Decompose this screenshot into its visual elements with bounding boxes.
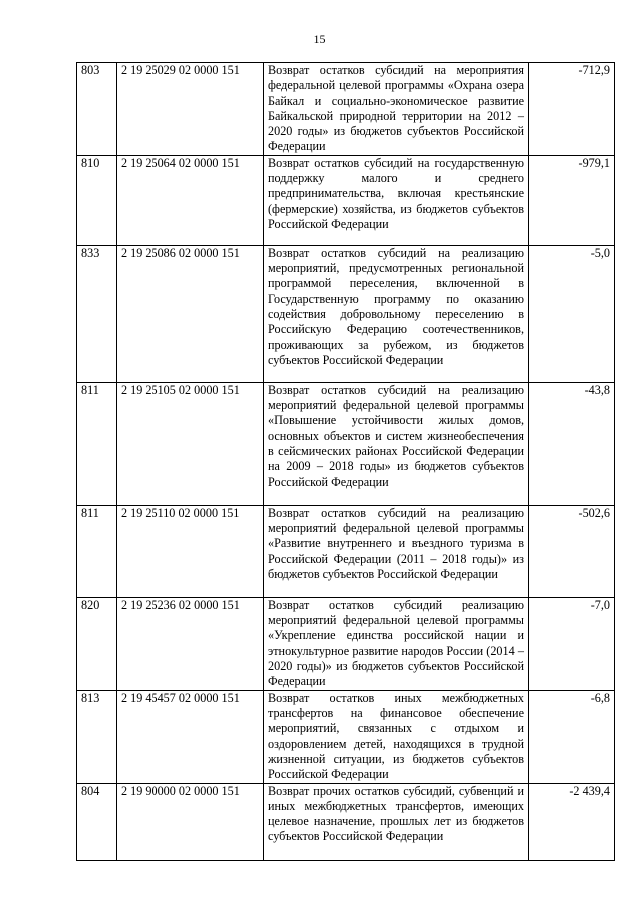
table-row: [77, 245, 615, 382]
admin-code-cell: 811: [77, 505, 117, 597]
kbk-code-cell: 2 19 25110 02 0000 151: [117, 505, 264, 597]
table-row: [77, 63, 615, 156]
kbk-code-cell: 2 19 25064 02 0000 151: [117, 155, 264, 245]
description-cell: Возврат прочих остатков субсидий, субвенций и иных межбюджетных трансфертов, имеющих целевое назначение, прошлых лет из бюджетов субъектов Российской Федерации: [264, 783, 529, 860]
kbk-code-cell: 2 19 25105 02 0000 151: [117, 382, 264, 505]
table-row: [77, 155, 615, 245]
admin-code-cell: 804: [77, 783, 117, 860]
admin-code-cell: 803: [77, 63, 117, 156]
kbk-code-cell: 2 19 90000 02 0000 151: [117, 783, 264, 860]
kbk-code-cell: 2 19 25236 02 0000 151: [117, 597, 264, 690]
kbk-code-cell: 2 19 25086 02 0000 151: [117, 245, 264, 382]
amount-cell: -2 439,4: [529, 783, 615, 860]
admin-code-cell: 833: [77, 245, 117, 382]
amount-cell: -43,8: [529, 382, 615, 505]
admin-code-cell: 813: [77, 690, 117, 783]
description-cell: Возврат остатков субсидий на реализацию мероприятий, предусмотренных региональной программой переселения, включенной в Государственную программу по оказанию содействия добровольному переселению в Российскую Федерацию соотечественников, проживающих за рубежом, из бюджетов субъектов Российской Федерации: [264, 245, 529, 382]
amount-cell: -7,0: [529, 597, 615, 690]
table-row: [77, 597, 615, 690]
budget-table: [76, 62, 615, 861]
amount-cell: -712,9: [529, 63, 615, 156]
description-cell: Возврат остатков субсидий на государственную поддержку малого и среднего предпринимательства, включая крестьянские (фермерские) хозяйства, из бюджетов субъектов Российской Федерации: [264, 155, 529, 245]
admin-code-cell: 811: [77, 382, 117, 505]
amount-cell: -6,8: [529, 690, 615, 783]
page-number: 15: [313, 32, 326, 46]
description-cell: Возврат остатков субсидий реализацию мероприятий федеральной целевой программы «Укрепление единства российской нации и этнокультурное развитие народов России (2014 – 2020 годы)» из бюджетов субъектов Российской Федерации: [264, 597, 529, 690]
amount-cell: -502,6: [529, 505, 615, 597]
kbk-code-cell: 2 19 25029 02 0000 151: [117, 63, 264, 156]
table-row: [77, 382, 615, 505]
description-cell: Возврат остатков иных межбюджетных трансфертов на финансовое обеспечение мероприятий, связанных с отдыхом и оздоровлением детей, находящихся в трудной жизненной ситуации, из бюджетов субъектов Российской Федерации: [264, 690, 529, 783]
admin-code-cell: 810: [77, 155, 117, 245]
amount-cell: -979,1: [529, 155, 615, 245]
description-cell: Возврат остатков субсидий на реализацию мероприятий федеральной целевой программы «Повышение устойчивости жилых домов, основных объектов и систем жизнеобеспечения в сейсмических районах Российской Федерации на 2009 – 2018 годы» из бюджетов субъектов Российской Федерации: [264, 382, 529, 505]
amount-cell: -5,0: [529, 245, 615, 382]
table-row: [77, 505, 615, 597]
description-cell: Возврат остатков субсидий на реализацию мероприятий федеральной целевой программы «Развитие внутреннего и въездного туризма в Российской Федерации (2011 – 2018 годы)» из бюджетов субъектов Российской Федерации: [264, 505, 529, 597]
table-row: [77, 783, 615, 860]
description-cell: Возврат остатков субсидий на мероприятия федеральной целевой программы «Охрана озера Байкал и социально-экономическое развитие Байкальской природной территории на 2012 – 2020 годы» из бюджетов субъектов Российской Федерации: [264, 63, 529, 156]
admin-code-cell: 820: [77, 597, 117, 690]
kbk-code-cell: 2 19 45457 02 0000 151: [117, 690, 264, 783]
table-row: [77, 690, 615, 783]
